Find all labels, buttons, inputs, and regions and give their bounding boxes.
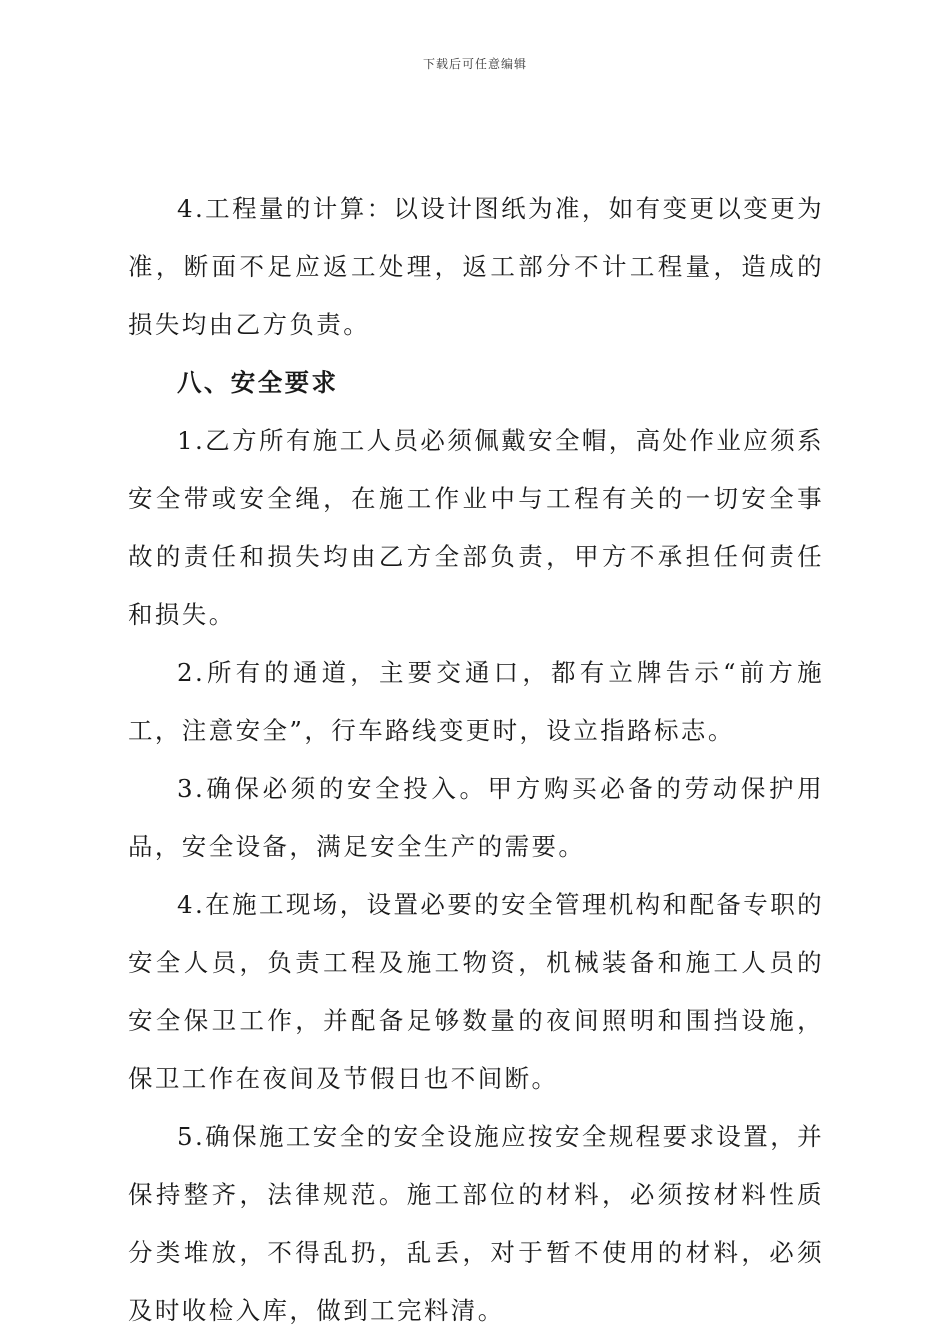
document-body: [128, 180, 824, 1340]
safety-item-4: 4.在施工现场，设置必要的安全管理机构和配备专职的安全人员，负责工程及施工物资，机械装备和施工人员的安全保卫工作，并配备足够数量的夜间照明和围挡设施，保卫工作在夜间及节假日也不间断。: [128, 890, 824, 1093]
safety-item-1: 1.乙方所有施工人员必须佩戴安全帽，高处作业应须系安全带或安全绳，在施工作业中与工程有关的一切安全事故的责任和损失均由乙方全部负责，甲方不承担任何责任和损失。: [128, 426, 824, 629]
page-header: 下载后可任意编辑: [422, 57, 527, 71]
section-heading-safety: 八、安全要求: [177, 368, 339, 397]
paragraph-quantity-calculation: 4.工程量的计算：以设计图纸为准，如有变更以变更为准，断面不足应返工处理，返工部分不计工程量，造成的损失均由乙方负责。: [128, 194, 824, 339]
safety-item-3: 3.确保必须的安全投入。甲方购买必备的劳动保护用品，安全设备，满足安全生产的需要。: [128, 774, 824, 861]
safety-item-5: 5.确保施工安全的安全设施应按安全规程要求设置，并保持整齐，法律规范。施工部位的材料，必须按材料性质分类堆放，不得乱扔，乱丢，对于暂不使用的材料，必须及时收检入库，做到工完料清。: [128, 1122, 824, 1325]
safety-item-2: 2.所有的通道，主要交通口，都有立牌告示“前方施工，注意安全”，行车路线变更时，设立指路标志。: [128, 658, 824, 745]
